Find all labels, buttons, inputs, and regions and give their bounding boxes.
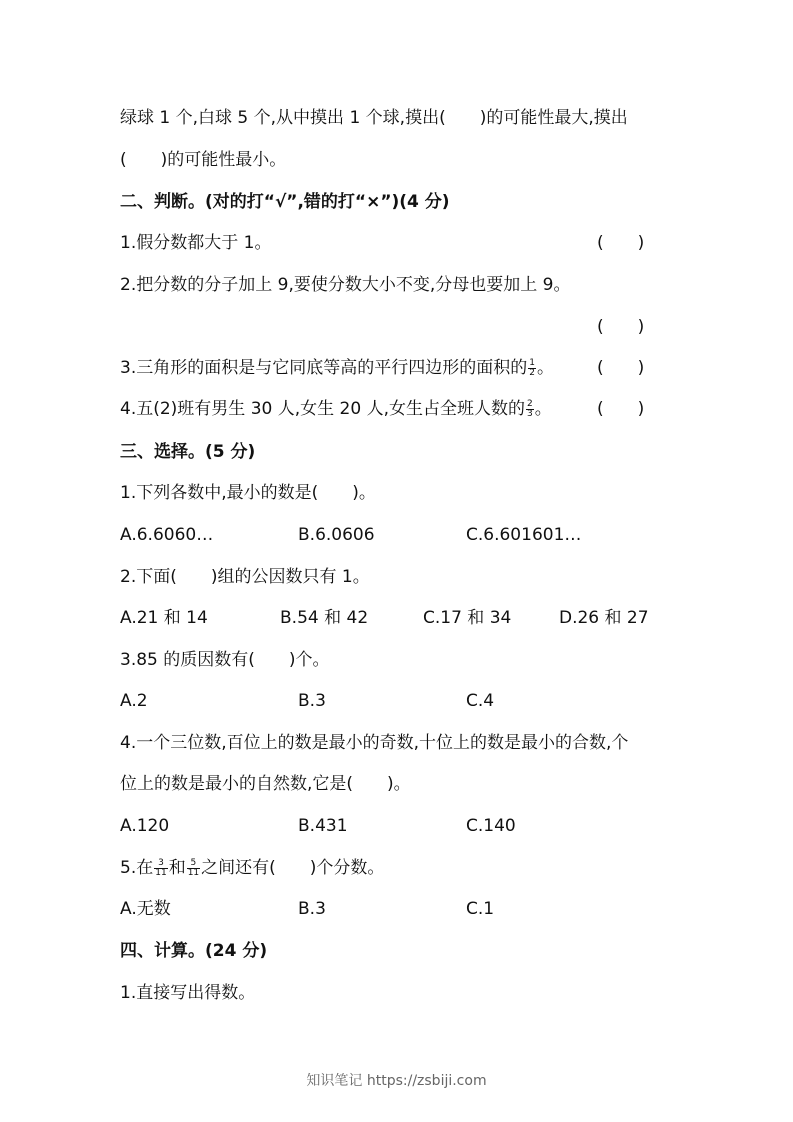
option-b[interactable]: B.3: [298, 691, 326, 711]
question-text-part: 。: [534, 399, 552, 419]
option-c[interactable]: C.4: [466, 691, 495, 711]
question-text: 1.直接写出得数。: [120, 983, 256, 1003]
option-c[interactable]: C.140: [466, 816, 516, 836]
answer-blank[interactable]: ( ): [597, 317, 645, 337]
section-title: 三、选择。(5 分): [120, 442, 256, 462]
option-a[interactable]: A.2: [120, 691, 148, 711]
fraction: [154, 859, 167, 878]
fraction-numerator: 2: [527, 398, 533, 409]
question-text: 位上的数是最小的自然数,它是( )。: [120, 774, 411, 794]
option-a[interactable]: A.6.6060…: [120, 525, 214, 545]
fraction-numerator: 1: [529, 357, 535, 368]
question-text: 1.假分数都大于 1。: [120, 233, 272, 253]
question-text-part: 3.三角形的面积是与它同底等高的平行四边形的面积的: [120, 358, 528, 378]
answer-blank[interactable]: ( ): [597, 233, 645, 253]
section-title: 四、计算。(24 分): [120, 941, 268, 961]
fraction-denominator: 3: [527, 408, 533, 419]
question-text: 1.下列各数中,最小的数是( )。: [120, 483, 376, 503]
question-text-part: 4.五(2)班有男生 30 人,女生 20 人,女生占全班人数的: [120, 399, 525, 419]
question-text: [120, 398, 552, 420]
footer-watermark: 知识笔记 https://zsbiji.com: [306, 1073, 487, 1089]
fraction: [187, 859, 200, 878]
question-text: 2.把分数的分子加上 9,要使分数大小不变,分母也要加上 9。: [120, 275, 571, 295]
option-b[interactable]: B.54 和 42: [280, 608, 369, 628]
question-text: 2.下面( )组的公因数只有 1。: [120, 567, 370, 587]
option-c[interactable]: C.17 和 34: [423, 608, 512, 628]
fraction-numerator: 5: [187, 859, 200, 869]
fraction: [526, 400, 534, 419]
option-d[interactable]: D.26 和 27: [559, 608, 649, 628]
answer-blank[interactable]: ( ): [597, 399, 645, 419]
question-text: [120, 357, 554, 379]
option-a[interactable]: A.无数: [120, 899, 171, 919]
fraction-denominator: 11: [155, 867, 167, 878]
question-text-part: 5.在: [120, 858, 154, 878]
question-text: [120, 857, 384, 879]
option-a[interactable]: A.120: [120, 816, 170, 836]
question-text: 4.一个三位数,百位上的数是最小的奇数,十位上的数是最小的合数,个: [120, 733, 629, 753]
option-a[interactable]: A.21 和 14: [120, 608, 208, 628]
fraction: [528, 359, 536, 378]
question-text: 3.85 的质因数有( )个。: [120, 650, 330, 670]
option-b[interactable]: B.431: [298, 816, 348, 836]
question-text-part: 和: [168, 858, 186, 878]
option-c[interactable]: C.1: [466, 899, 495, 919]
section-title: 二、判断。(对的打“√”,错的打“×”)(4 分): [120, 192, 450, 212]
option-b[interactable]: B.3: [298, 899, 326, 919]
fraction-denominator: 2: [529, 367, 535, 378]
question-text-part: 之间还有( )个分数。: [201, 858, 385, 878]
option-c[interactable]: C.6.601601…: [466, 525, 582, 545]
fraction-numerator: 3: [154, 859, 167, 869]
answer-blank[interactable]: ( ): [597, 358, 645, 378]
question-text: ( )的可能性最小。: [120, 150, 287, 170]
question-text-part: 。: [536, 358, 554, 378]
option-b[interactable]: B.6.0606: [298, 525, 375, 545]
question-text: 绿球 1 个,白球 5 个,从中摸出 1 个球,摸出( )的可能性最大,摸出: [120, 108, 628, 128]
fraction-denominator: 11: [187, 867, 200, 878]
